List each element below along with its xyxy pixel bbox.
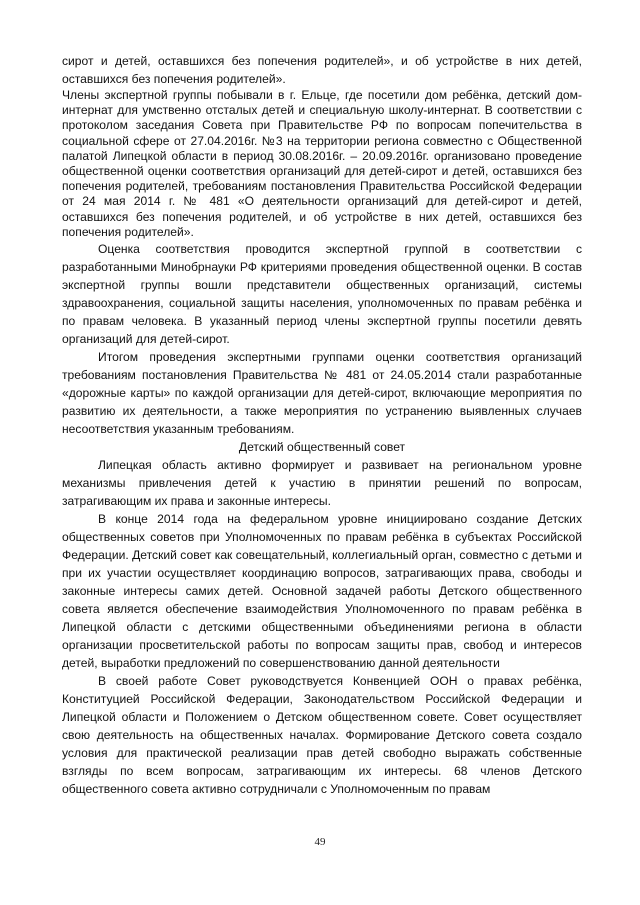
- paragraph-council-creation: В конце 2014 года на федеральном уровне инициировано создание Детских общественных советов при Уполномоченных по правам ребёнка в субъектах Российской Федерации. Детский совет как совещательный, коллегиальный орган, совместно с детьми и при их участии осуществляет координацию вопросов, затрагивающих права, свободы и законные интересы самих детей. Основной задачей работы Детского общественного совета является обеспечение взаимодействия Уполномоченного по правам ребёнка в Липецкой области с детскими общественными объединениями региона в области организации просветительской работы по вопросам защиты прав, свобод и интересов детей, выработки предложений по совершенствованию данной деятельности: [62, 512, 582, 671]
- paragraph-compliance-assessment: Оценка соответствия проводится экспертной группой в соответствии с разработанными Минобрнауки РФ критериями проведения общественной оценки. В состав экспертной группы вошли представители общественных организаций, системы здравоохранения, социальной защиты населения, уполномоченных по правам ребёнка и по правам человека. В указанный период члены экспертной группы посетили девять организаций для детей-сирот.: [62, 242, 582, 347]
- document-page: [62, 52, 582, 798]
- paragraph-roadmaps: Итогом проведения экспертными группами оценки соответствия организаций требованиям постановления Правительства № 481 от 24.05.2014 стали разработанные «дорожные карты» по каждой организации для детей-сирот, включающие мероприятия по развитию их деятельности, а также мероприятия по устранению выявленных случаев несоответствия указанным требованиям.: [62, 350, 582, 437]
- paragraph-child-participation: Липецкая область активно формирует и развивает на региональном уровне механизмы привлечения детей к участию в принятии решений по вопросам, затрагивающим их права и законные интересы.: [62, 458, 582, 509]
- paragraph-council-work: В своей работе Совет руководствуется Конвенцией ООН о правах ребёнка, Конституцией Российской Федерации, Законодательством Российской Федерации и Липецкой области и Положением о Детском общественном совете. Совет осуществляет свою деятельность на общественных началах. Формирование Детского совета создало условия для практической реализации прав детей свободно выражать собственные взгляды по всем вопросам, затрагивающим их интересы. 68 членов Детского общественного совета активно сотрудничали с Уполномоченным по правам: [62, 674, 582, 797]
- paragraph-expert-group-visit: Члены экспертной группы побывали в г. Ельце, где посетили дом ребёнка, детский дом-интернат для умственно отсталых детей и специальную школу-интернат. В соответствии с протоколом заседания Совета при Правительстве РФ по вопросам попечительства в социальной сфере от 27.04.2016г. №3 на территории региона совместно с Общественной палатой Липецкой области в период 30.08.2016г. – 20.09.2016г. организовано проведение общественной оценки соответствия организаций для детей-сирот и детей, оставшихся без попечения родителей, требованиям постановления Правительства Российской Федерации от 24 мая 2014 г. № 481 «О деятельности организаций для детей-сирот и детей, оставшихся без попечения родителей, и об устройстве в них детей, оставшихся без попечения родителей».: [62, 88, 582, 239]
- page-number: 49: [314, 836, 326, 848]
- paragraph-continuation: сирот и детей, оставшихся без попечения родителей», и об устройстве в них детей, оставшихся без попечения родителей».: [62, 54, 582, 86]
- section-heading: Детский общественный совет: [238, 440, 406, 455]
